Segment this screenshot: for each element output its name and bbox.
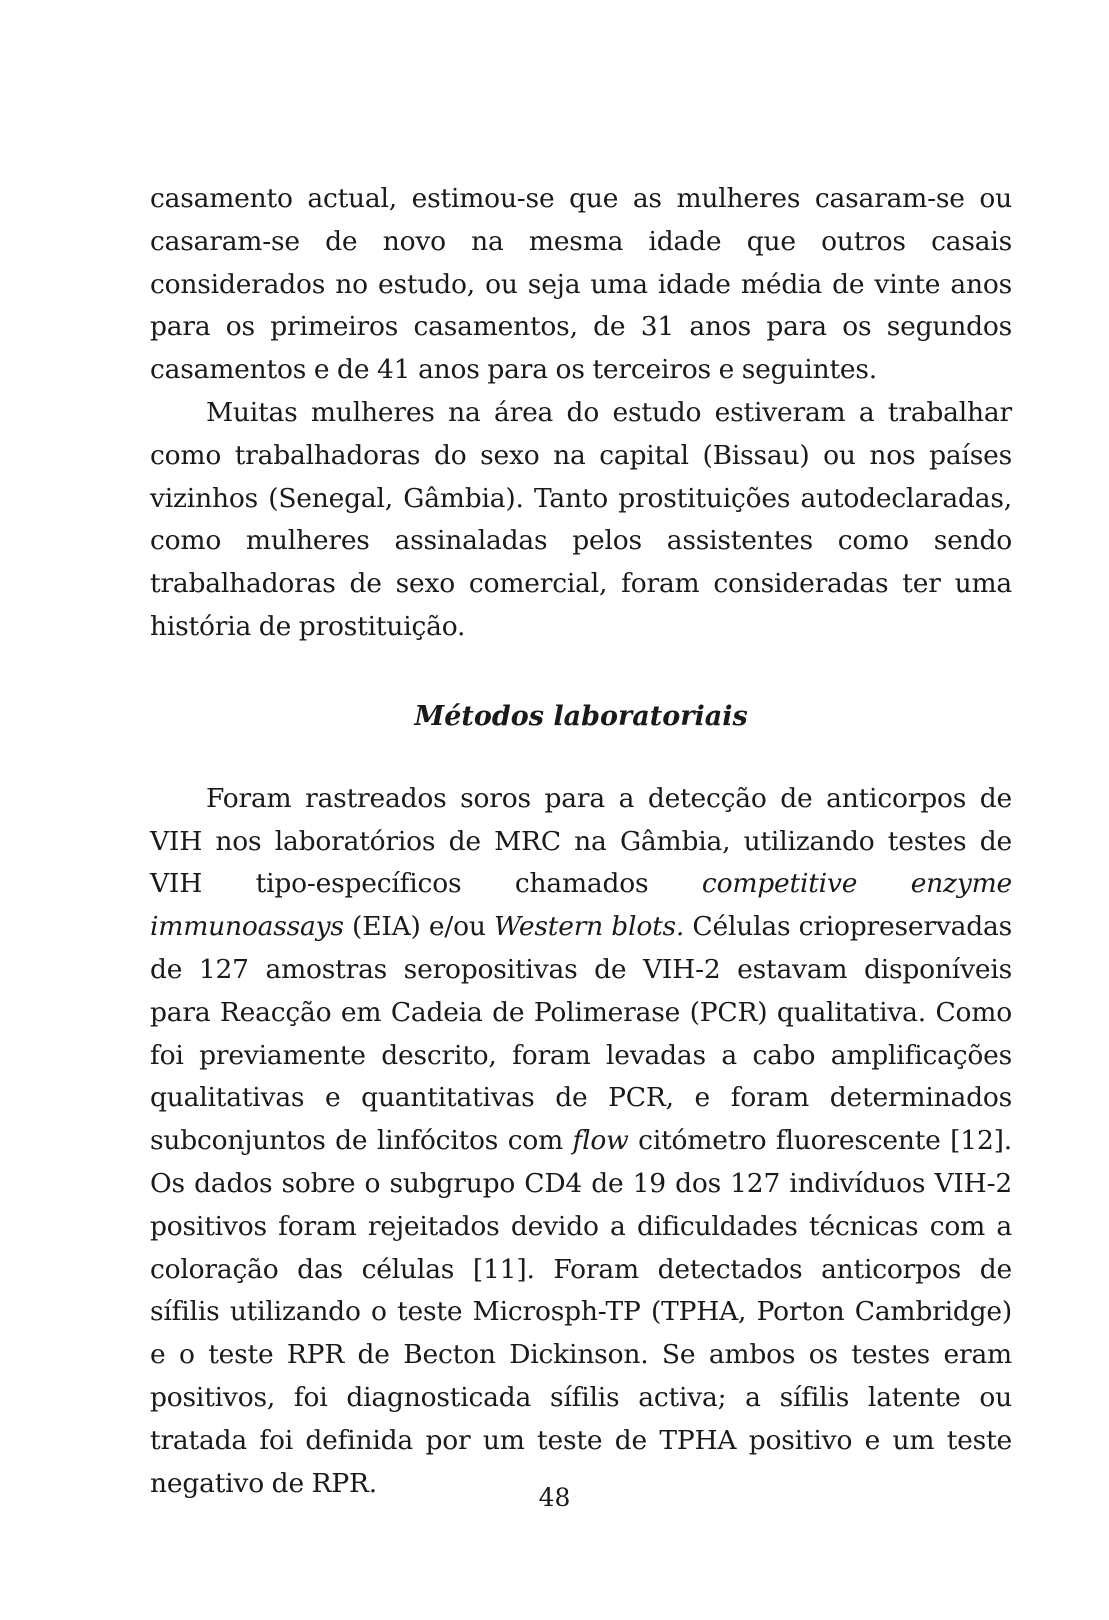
paragraph-lab-methods: [150, 778, 1012, 1506]
paragraph-text: Células criopreservadas de 127 amostras seropositivas de VIH-2 estavam disponíveis para Reacção em Cadeia de Polimerase (PCR) qualitativa. Como foi previamente descrito, foram levadas a cabo amplificações qualitativas e quantitativas de PCR, e foram determinados subconjuntos de linfócitos com: [150, 911, 1012, 1157]
italic-term: flow: [572, 1125, 629, 1157]
page-number: 48: [538, 1483, 571, 1512]
page-body: [150, 178, 1012, 1505]
paragraph-text: casamento actual, estimou-se que as mulheres casaram-se ou casaram-se de novo na mesma idade que outros casais considerados no estudo, ou seja uma idade média de vinte anos para os primeiros casamentos, de 31 anos para os segundos casamentos e de 41 anos para os terceiros e seguintes.: [150, 183, 1012, 386]
paragraph-sex-workers: [150, 392, 1012, 649]
italic-term: competitive enzyme immunoassays: [150, 868, 1012, 943]
section-heading: Métodos laboratoriais: [414, 700, 748, 732]
italic-term: Western blots.: [494, 911, 685, 943]
paragraph-text: citómetro fluorescente [12]. Os dados sobre o subgrupo CD4 de 19 dos 127 indivíduos VIH-2 positivos foram rejeitados devido a dificuldades técnicas com a coloração das células [11]. Foram detectados anticorpos de sífilis utilizando o teste Microsph-TP (TPHA, Porton Cambridge) e o teste RPR de Becton Dickinson. Se ambos os testes eram positivos, foi diagnosticada sífilis activa; a sífilis latente ou tratada foi definida por um teste de TPHA positivo e um teste negativo de RPR.: [150, 1125, 1012, 1499]
paragraph-text: (EIA) e/ou: [343, 911, 495, 943]
paragraph-text: Muitas mulheres na área do estudo estiveram a trabalhar como trabalhadoras do sexo na capital (Bissau) ou nos países vizinhos (Senegal, Gâmbia). Tanto prostituições autodeclaradas, como mulheres assinaladas pelos assistentes como sendo trabalhadoras de sexo comercial, foram consideradas ter uma história de prostituição.: [150, 396, 1012, 642]
paragraph-text: Foram rastreados soros para a detecção de anticorpos de VIH nos laboratórios de MRC na Gâmbia, utilizando testes de VIH tipo-específicos chamados: [150, 782, 1012, 900]
paragraph-marriage-age: [150, 178, 1012, 392]
